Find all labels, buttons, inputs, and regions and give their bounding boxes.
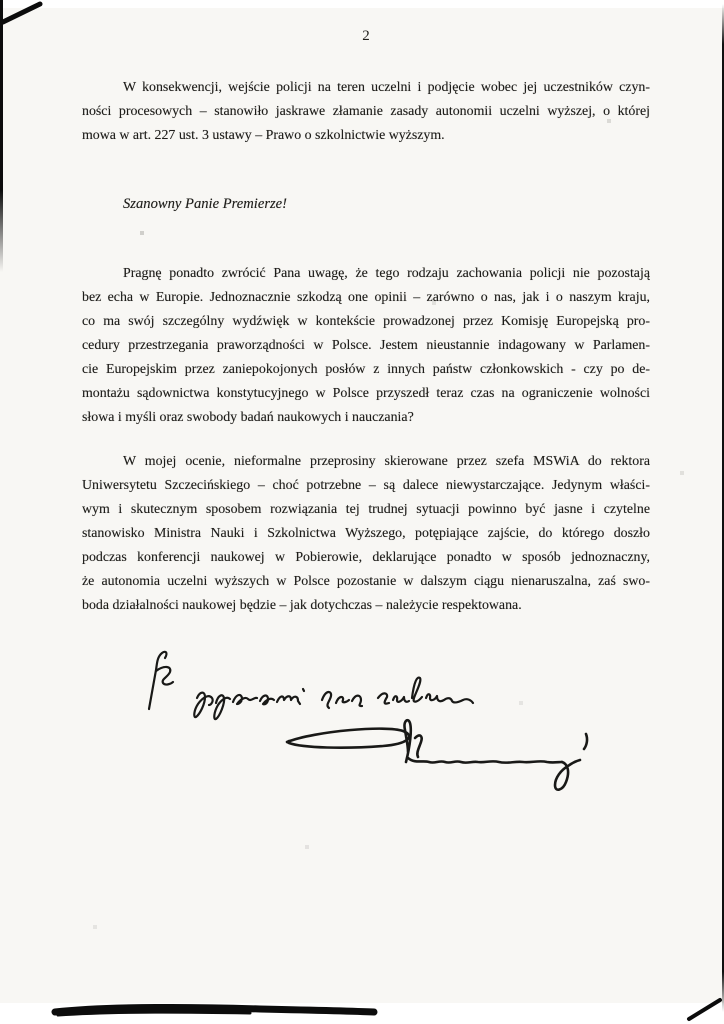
text-line: podczas konferencji naukowej w Pobierowie, deklarujące ponadto w sposób jednoznaczny,	[82, 550, 650, 565]
text-line: W konsekwencji, wejście policji na teren uczelni i podjęcie wobec jej uczestników czyn-	[123, 80, 650, 95]
letter-body	[82, 0, 650, 618]
text-line: że autonomia uczelni wyższych w Polsce pozostanie w dalszym ciągu nienaruszalna, zaś swo-	[82, 574, 650, 589]
handwritten-signature	[275, 710, 605, 805]
scan-edge-left	[0, 0, 3, 272]
page-number: 2	[362, 28, 370, 44]
text-line: mowa w art. 227 ust. 3 ustawy – Prawo o szkolnictwie wyższym.	[82, 128, 445, 143]
salutation-line: Szanowny Panie Premierze!	[123, 196, 288, 212]
text-line: boda działalności naukowej będzie – jak dotychczas – należycie respektowana.	[82, 598, 522, 613]
text-line: montażu sądownictwa konstytucyjnego w Polsce przyszedł teraz czas na ograniczenie wolności	[82, 386, 650, 401]
text-line: cedury przestrzegania praworządności w Polsce. Jestem nieustannie indagowany w Parlamen-	[82, 338, 650, 353]
text-line: stanowisko Ministra Nauki i Szkolnictwa Wyższego, potępiające zajście, do którego doszło	[82, 526, 650, 541]
paragraph-assessment	[82, 450, 650, 618]
text-line: Uniwersytetu Szczecińskiego – choć potrzebne – są dalece niewystarczające. Jedynym właści-	[82, 478, 650, 493]
scan-corner-mark-bottom-right	[686, 994, 724, 1022]
text-line: bez echa w Europie. Jednoznacznie szkodzą one opinii – zarówno o nas, jak i o naszym kraju,	[82, 290, 650, 305]
paragraph-europe-reaction	[82, 262, 650, 430]
text-line: W mojej ocenie, nieformalne przeprosiny skierowane przez szefa MSWiA do rektora	[123, 454, 650, 469]
text-line: wym i skutecznym sposobem rozwiązania tej trudnej sytuacji powinno być jasne i czytelne	[82, 502, 650, 517]
text-line: ności procesowych – stanowiło jaskrawe złamanie zasady autonomii uczelni wyższej, o której	[82, 104, 650, 119]
scan-streak-bottom	[50, 1002, 380, 1020]
text-line: Pragnę ponadto zwrócić Pana uwagę, że tego rodzaju zachowania policji nie pozostają	[123, 266, 650, 281]
text-line: co ma swój szczególny wydźwięk w kontekście prowadzonej przez Komisję Europejską pro-	[82, 314, 650, 329]
paragraph-consequence	[82, 76, 650, 148]
scan-corner-mark-top-left	[0, 0, 48, 28]
text-line: cie Europejskim przez zaniepokojonych posłów z innych państw członkowskich - czy po de-	[82, 362, 650, 377]
text-line: słowa i myśli oraz swobody badań naukowych i nauczania?	[82, 410, 414, 425]
